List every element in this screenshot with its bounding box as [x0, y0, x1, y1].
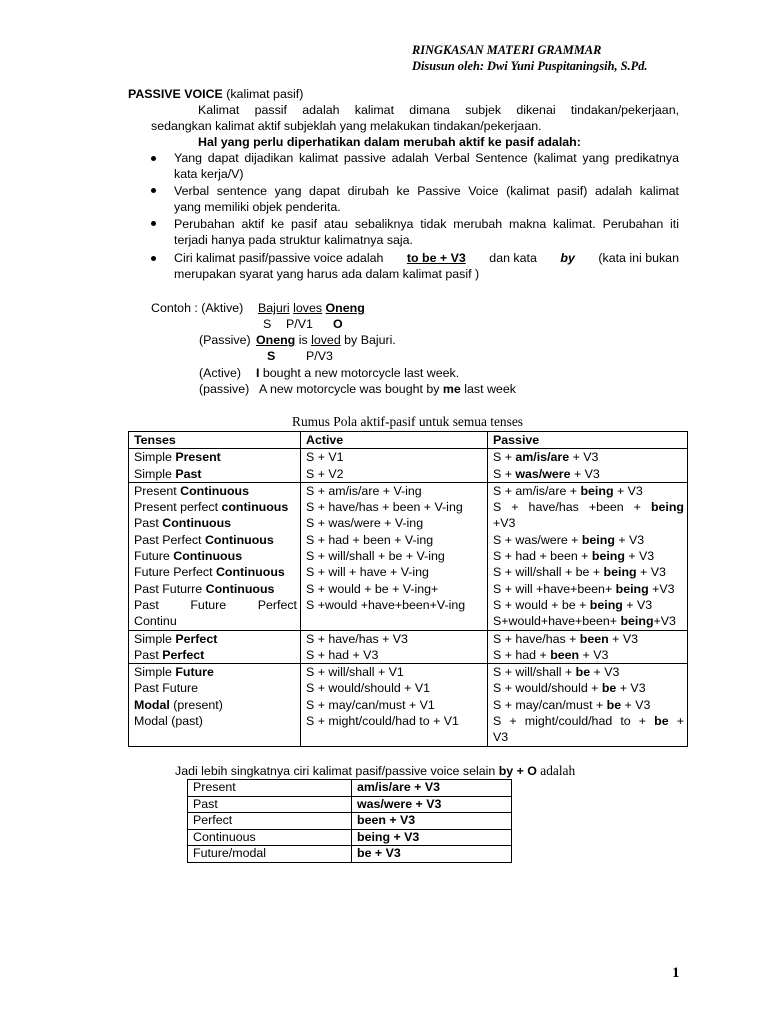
active-cell: S + am/is/are + V-ing S + have/has + been + V-ing S + was/were + V-ing S + had + been + V-ing S + will/shall + be + V-ing S + will + have + V-ing S + would + be + V-ing+ S +would +have+been+V-ing — [301, 482, 488, 630]
summary-tense: Past — [188, 796, 352, 813]
intro-word: Kalimat — [198, 103, 240, 117]
intro-word: passif — [254, 103, 287, 117]
example-label: Contoh : (Aktive) — [151, 301, 244, 315]
example-subject: Oneng — [256, 333, 296, 347]
header-author: Disusun oleh: Dwi Yuni Puspitaningsih, S.Pd. — [412, 59, 648, 73]
example-agent: me — [442, 382, 461, 396]
example-passive-1 — [256, 332, 396, 349]
active-cell: S + V1 S + V2 — [301, 449, 488, 483]
bullet-4-text: Ciri kalimat pasif/passive voice adalah — [174, 251, 384, 265]
table-row — [129, 482, 688, 630]
page-title-normal: (kalimat pasif) — [222, 87, 304, 101]
example-label-s: S — [267, 349, 276, 363]
summary-table — [187, 779, 512, 863]
table-row — [188, 829, 512, 846]
header-title: RINGKASAN MATERI GRAMMAR — [412, 43, 602, 57]
table-row — [129, 449, 688, 483]
example-rest: by Bajuri. — [340, 333, 396, 347]
summary-form: being + V3 — [352, 829, 512, 846]
bullet-4-line-2: merupakan syarat yang harus ada dalam kalimat pasif ) — [174, 267, 480, 281]
active-cell: S + have/has + V3 S + had + V3 — [301, 630, 488, 664]
example-subject: Bajuri — [258, 301, 290, 315]
example-label-s: S — [263, 317, 272, 331]
summary-tense: Future/modal — [188, 846, 352, 863]
example-passive-label: (passive) — [199, 382, 250, 396]
subheading: Hal yang perlu diperhatikan dalam merubah aktif ke pasif adalah: — [198, 135, 581, 149]
example-label-p: P/V3 — [306, 349, 333, 363]
summary-intro — [175, 763, 575, 779]
summary-tense: Perfect — [188, 813, 352, 830]
tense-cell: Present Continuous Present perfect continuous Past Continuous Past Perfect Continuous Future Continuous Future Perfect Continuous Past Futurre Continuous Past Future Perfect Continu — [129, 482, 301, 630]
bullet-icon — [151, 156, 156, 161]
bullet-icon — [151, 221, 156, 226]
tense-formula-table — [128, 431, 688, 747]
bullet-1-line-2: kata kerja/V) — [174, 167, 244, 181]
table-header-cell: Passive — [488, 432, 688, 449]
intro-word: dikenai — [516, 103, 556, 117]
example-passive-label: (Passive) — [199, 333, 251, 347]
summary-form: was/were + V3 — [352, 796, 512, 813]
intro-line-1 — [198, 102, 679, 119]
bullet-2-line-1: Verbal sentence yang dapat dirubah ke Passive Voice (kalimat pasif) adalah kalimat — [174, 184, 679, 198]
intro-line-2: sedangkan kalimat aktif subjeklah yang melakukan tindakan/pekerjaan. — [151, 119, 542, 133]
table-row — [129, 664, 688, 746]
passive-cell: S + will/shall + be + V3 S + would/should + be + V3 S + may/can/must + be + V3 S + might/could/had to + be + V3 — [488, 664, 688, 746]
bullet-2-line-2: yang memiliki objek penderita. — [174, 200, 341, 214]
summary-text: Jadi lebih singkatnya ciri kalimat pasif/passive voice selain — [175, 764, 499, 778]
bullet-icon — [151, 256, 156, 261]
bullet-3-line-2: terjadi hanya pada struktur kalimatnya saja. — [174, 233, 413, 247]
example-text: A new motorcycle was bought by — [259, 382, 443, 396]
table-row — [188, 846, 512, 863]
bullet-1-line-1: Yang dapat dijadikan kalimat passive adalah Verbal Sentence (kalimat yang predikatnya — [174, 151, 679, 165]
bullet-4-text: (kata ini bukan — [598, 251, 679, 265]
table-header-cell: Tenses — [129, 432, 301, 449]
tense-cell: Simple Perfect Past Perfect — [129, 630, 301, 664]
tense-cell: Simple Present Simple Past — [129, 449, 301, 483]
passive-cell: S + am/is/are + V3 S + was/were + V3 — [488, 449, 688, 483]
example-active-2 — [256, 365, 459, 382]
page-title-bold: PASSIVE VOICE — [128, 87, 223, 101]
bullet-icon — [151, 188, 156, 193]
example-active-1 — [258, 300, 365, 317]
summary-tense: Present — [188, 780, 352, 797]
table-row — [188, 780, 512, 797]
passive-cell: S + am/is/are + being + V3 S + have/has +been + being +V3 S + was/were + being + V3 S + had + been + being + V3 S + will/shall + be + being + V3 S + will +have+been+ being +V3 S + would + be + being + V3 S+would+have+been+ being+V3 — [488, 482, 688, 630]
example-text: last week — [460, 382, 516, 396]
intro-word: kalimat — [354, 103, 395, 117]
intro-word: subjek — [465, 103, 502, 117]
table-row — [188, 813, 512, 830]
example-aux: is — [295, 333, 312, 347]
table-header-row — [129, 432, 688, 449]
intro-word: adalah — [302, 103, 340, 117]
bullet-4-formula: to be + V3 — [406, 251, 466, 265]
example-object: Oneng — [325, 301, 365, 315]
bullet-4-line-1 — [174, 250, 679, 267]
table-header-cell: Active — [301, 432, 488, 449]
summary-text: adalah — [536, 763, 576, 778]
table-title: Rumus Pola aktif-pasif untuk semua tenses — [292, 414, 523, 429]
summary-form: be + V3 — [352, 846, 512, 863]
intro-word: tindakan/pekerjaan, — [570, 103, 680, 117]
example-rest: bought a new motorcycle last week. — [259, 366, 460, 380]
example-verb: loved — [311, 333, 341, 347]
table-row — [129, 630, 688, 664]
passive-cell: S + have/has + been + V3 S + had + been + V3 — [488, 630, 688, 664]
example-active-label: (Active) — [199, 366, 241, 380]
example-subject: I — [256, 366, 260, 380]
example-label-o: O — [333, 317, 343, 331]
example-passive-2 — [259, 381, 516, 398]
summary-form: am/is/are + V3 — [352, 780, 512, 797]
bullet-3-line-1: Perubahan aktif ke pasif atau sebaliknya tidak merubah makna kalimat. Perubahan iti — [174, 217, 679, 231]
page-number: 1 — [672, 965, 680, 981]
summary-form: been + V3 — [352, 813, 512, 830]
example-verb: loves — [293, 301, 323, 315]
active-cell: S + will/shall + V1 S + would/should + V1 S + may/can/must + V1 S + might/could/had to + V1 — [301, 664, 488, 746]
bullet-4-text: dan kata — [489, 251, 537, 265]
bullet-4-by: by — [560, 251, 575, 265]
summary-by: by + O — [498, 764, 537, 778]
page-title — [128, 86, 303, 103]
document-header — [412, 42, 648, 74]
intro-word: dimana — [409, 103, 450, 117]
example-label-p: P/V1 — [286, 317, 313, 331]
tense-cell: Simple Future Past Future Modal (present) Modal (past) — [129, 664, 301, 746]
table-row — [188, 796, 512, 813]
summary-tense: Continuous — [188, 829, 352, 846]
